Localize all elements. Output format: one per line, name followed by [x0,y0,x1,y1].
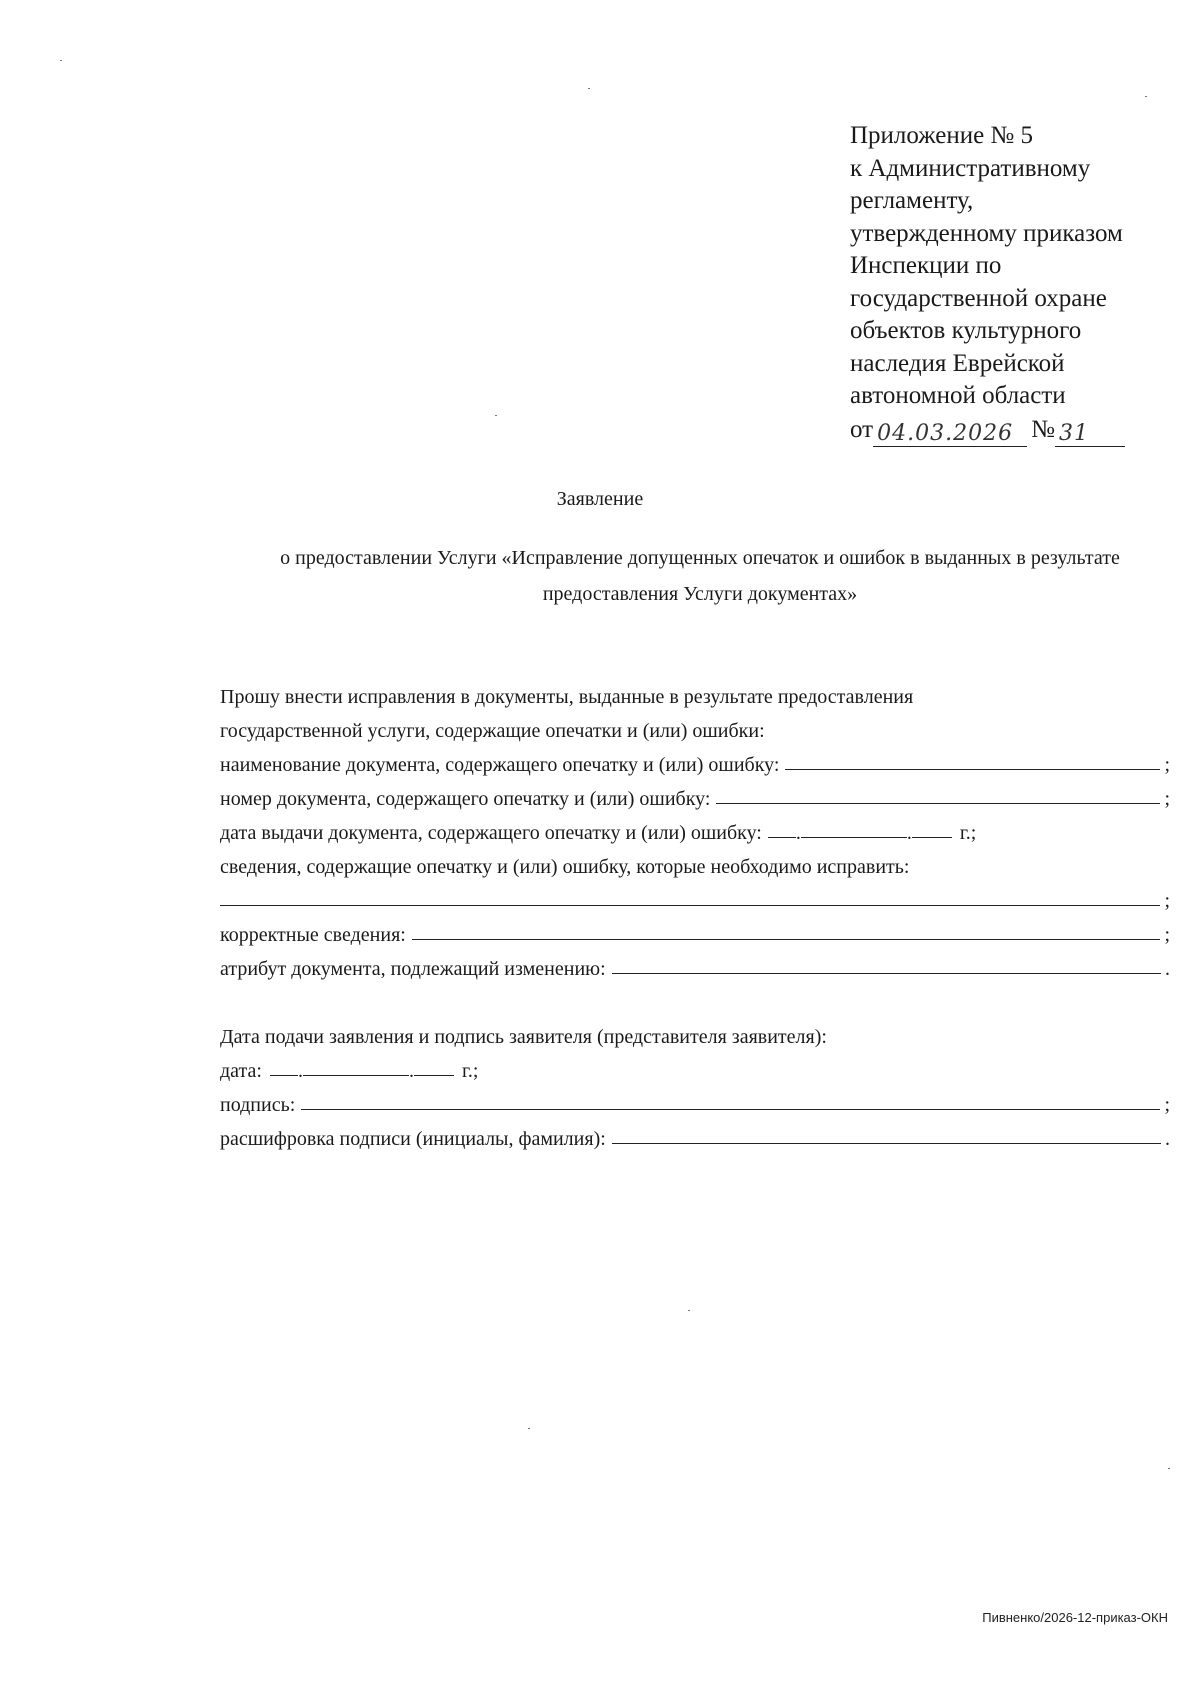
doc-number-field[interactable] [716,802,1160,804]
scan-speck [1168,1468,1170,1469]
appendix-block [850,120,1180,447]
scan-speck [60,60,62,61]
signature-field[interactable] [301,1108,1160,1110]
date-label: дата: [220,1060,262,1082]
order-date-handwritten: 04.03.2026 [877,420,1014,446]
number-prefix: № [1031,416,1055,443]
doc-number-label: номер документа, содержащего опечатку и (или) ошибку: [220,788,711,810]
doc-name-row [220,743,1170,777]
from-prefix: от [850,416,874,443]
document-footer-code: Пивненко/2026-12-приказ-ОКН [982,1610,1168,1625]
issue-month-field[interactable] [801,836,907,838]
order-date-number-line [850,413,1180,447]
row-terminator: . [1165,958,1170,980]
issue-date-label: дата выдачи документа, содержащего опечатку и (или) ошибку: [220,822,762,844]
row-terminator: ; [1164,890,1170,912]
appendix-line: регламенту, [850,187,974,214]
submission-heading: Дата подачи заявления и подпись заявителя (представителя заявителя): [220,1026,827,1048]
appendix-line: утвержденному приказом [850,219,1123,247]
order-number-handwritten: 31 [1058,420,1089,446]
appendix-line: Приложение № 5 [850,122,1034,149]
appendix-line: государственной охране [850,284,1107,312]
info-label-row [220,845,1170,879]
scan-speck [1145,96,1147,97]
submission-year-field[interactable] [414,1074,454,1076]
info-field[interactable] [220,904,1160,906]
document-subtitle: о предоставлении Услуги «Исправление допущенных опечаток и ошибок в выданных в результате предоставления Услуги документах» [280,547,1120,605]
application-body [220,675,1170,1151]
doc-name-field[interactable] [785,768,1160,770]
appendix-line: автономной области [850,382,1066,409]
intro-text: государственной услуги, содержащие опечатки и (или) ошибки: [220,720,765,742]
date-separator: . [297,1060,303,1082]
intro-line [220,709,1170,743]
scan-speck [688,1310,690,1311]
date-separator: . [795,822,801,844]
row-terminator: ; [1164,924,1170,946]
spacer [220,981,1170,1015]
signature-decode-row [220,1117,1170,1151]
date-separator: . [906,822,912,844]
signature-decode-field[interactable] [612,1142,1161,1144]
appendix-line: объектов культурного [850,317,1082,344]
document-title: Заявление [556,488,644,510]
issue-date-row [220,811,1170,845]
issue-day-field[interactable] [768,836,796,838]
signature-row [220,1083,1170,1117]
correct-row [220,913,1170,947]
doc-name-label: наименование документа, содержащего опечатку и (или) ошибку: [220,754,780,776]
doc-number-row [220,777,1170,811]
year-suffix: г.; [959,822,977,844]
order-number-field [1055,421,1125,447]
submission-day-field[interactable] [270,1074,298,1076]
submission-heading-row [220,1015,1170,1049]
date-separator: . [408,1060,414,1082]
submission-month-field[interactable] [303,1074,409,1076]
intro-line [220,675,1170,709]
scan-speck [495,415,497,416]
signature-decode-label: расшифровка подписи (инициалы, фамилия): [220,1128,606,1150]
submission-date-row [220,1049,1170,1083]
year-suffix: г.; [461,1060,479,1082]
order-date-field [873,421,1027,447]
attribute-row [220,947,1170,981]
appendix-line: к Административному [850,154,1091,182]
intro-text: Прошу внести исправления в документы, выданные в результате предоставления [220,686,914,708]
attribute-label: атрибут документа, подлежащий изменению: [220,958,606,980]
appendix-line: наследия Еврейской [850,349,1065,377]
appendix-line: Инспекции по [850,252,1002,279]
row-terminator: ; [1164,1094,1170,1116]
row-terminator: ; [1164,754,1170,776]
row-terminator: ; [1164,788,1170,810]
info-field-row [220,879,1170,913]
correct-field[interactable] [412,938,1161,940]
row-terminator: . [1165,1128,1170,1150]
scan-speck [528,1428,530,1429]
signature-label: подпись: [220,1094,296,1116]
info-label: сведения, содержащие опечатку и (или) ошибку, которые необходимо исправить: [220,856,910,878]
attribute-field[interactable] [612,972,1161,974]
issue-year-field[interactable] [912,836,952,838]
correct-label: корректные сведения: [220,924,406,946]
scan-speck [588,88,590,89]
